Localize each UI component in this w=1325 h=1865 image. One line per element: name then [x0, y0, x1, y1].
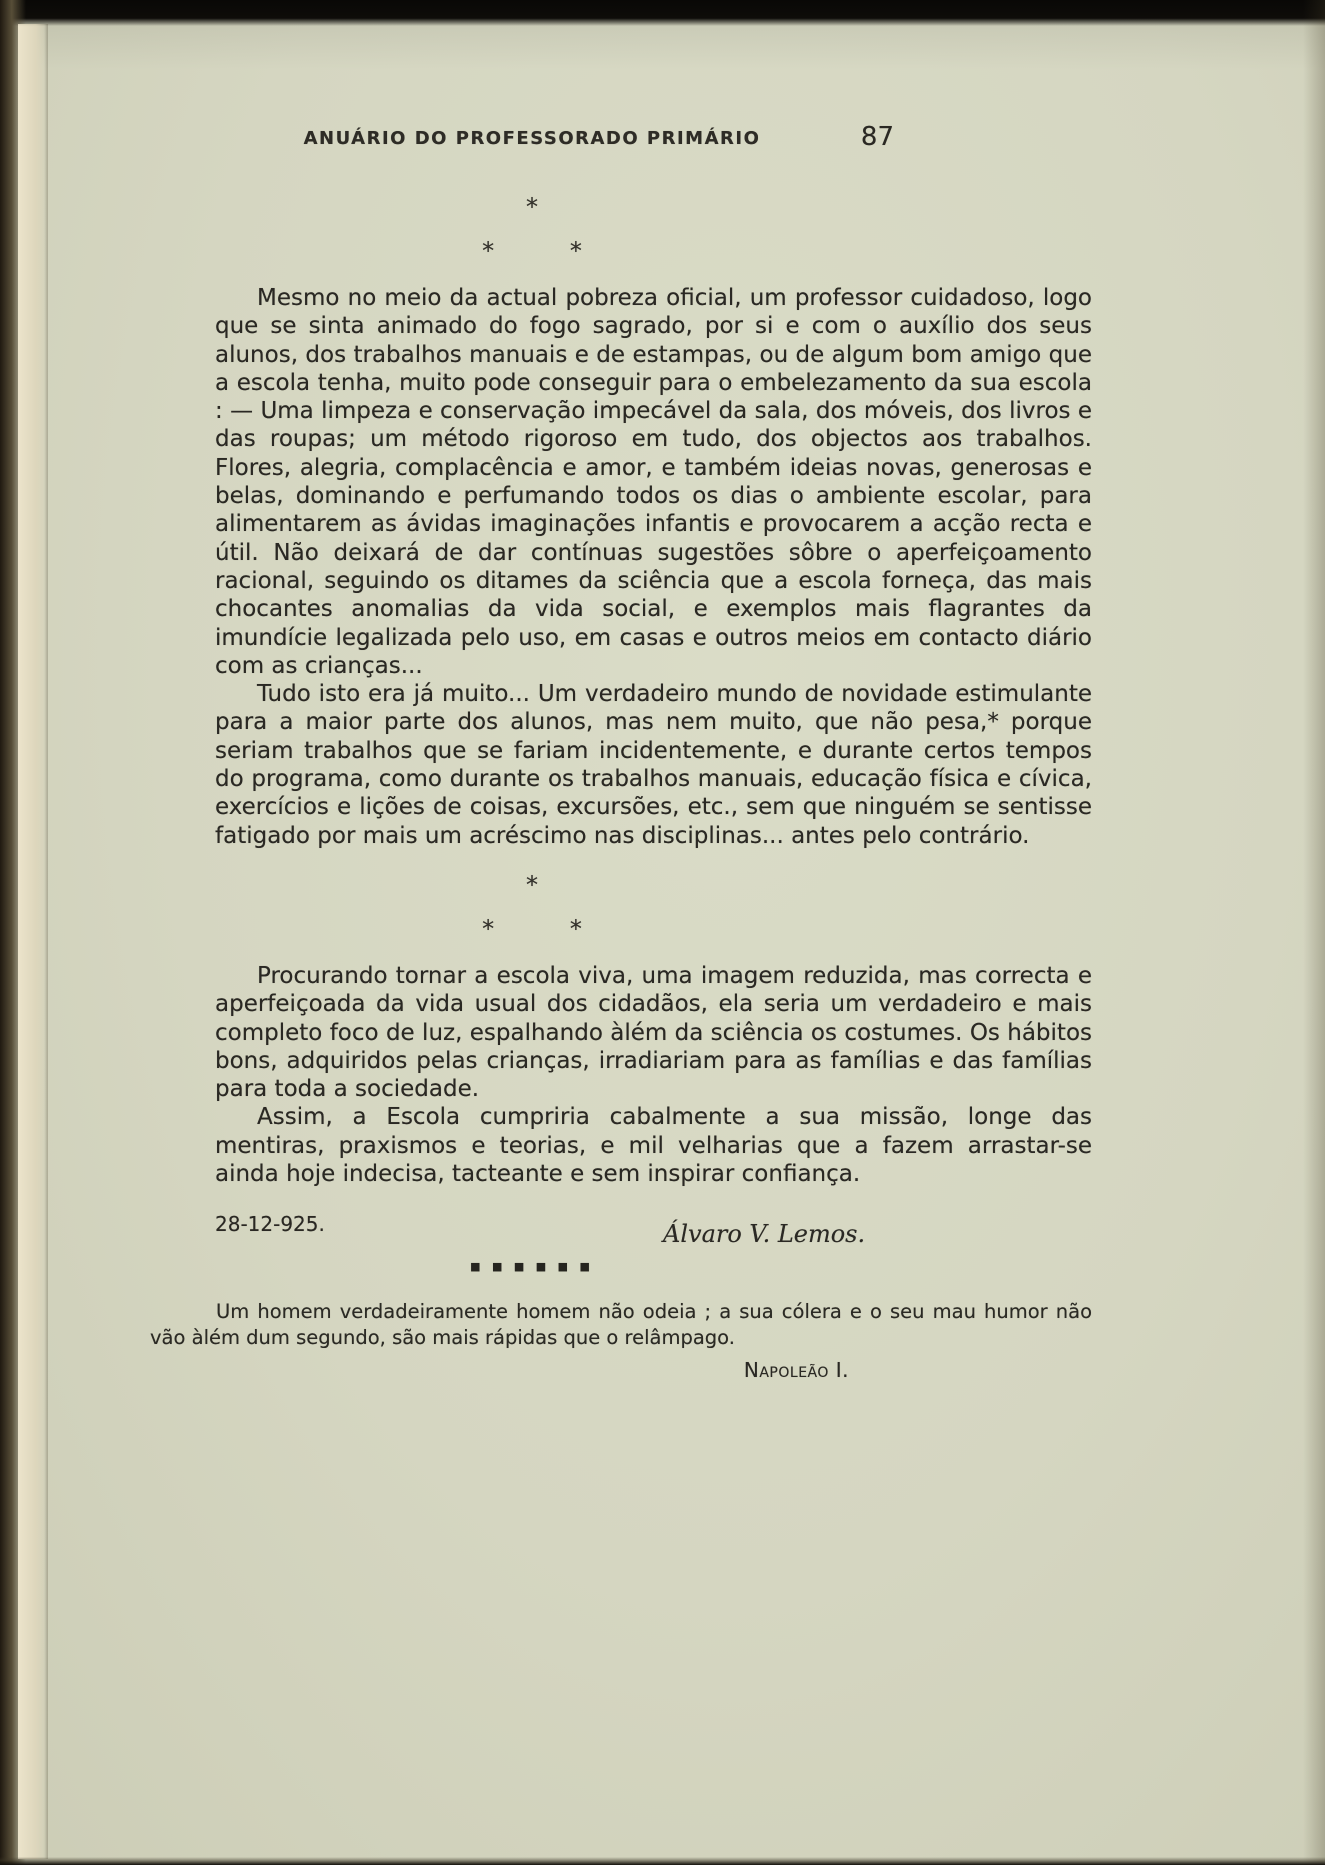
quote-paragraph: Um homem verdadeiramente homem não odeia ; a sua cólera e o seu mau humor não vão àlém dum segundo, são mais rápidas que o relâmpago. — [150, 1300, 1092, 1349]
date-line: 28-12-925. — [215, 1212, 325, 1237]
separator-star: * — [569, 914, 582, 943]
body-paragraph-4: Assim, a Escola cumpriria cabalmente a sua missão, longe das mentiras, praxismos e teorias, e mil velharias que a fazem arrastar-se ainda hoje indecisa, tacteante e sem inspirar confiança. — [215, 1104, 1092, 1188]
page-bottom-edge-shadow — [0, 1857, 1325, 1865]
section-separator-star-pair — [215, 914, 849, 943]
page-top-edge-shadow — [0, 0, 1325, 26]
underlying-page-edge — [18, 24, 48, 1859]
section-separator-star-single: * — [526, 193, 538, 221]
page-right-edge-shade — [1303, 0, 1325, 1865]
body-paragraph-2: Tudo isto era já muito... Um verdadeiro mundo de novidade estimulante para a maior parte dos alunos, mas nem muito, que não pesa,* porque seriam trabalhos que se fariam incidentemente, e durante certos tempos do programa, como durante os trabalhos manuais, educação física e cívica, exercícios e lições de coisas, excursões, etc., sem que ninguém se sentisse fatigado por mais um acréscimo nas disciplinas... antes pelo contrário. — [215, 681, 1092, 849]
page-number: 87 — [860, 122, 894, 152]
separator-star: * — [482, 914, 495, 943]
signature-row — [215, 1212, 1092, 1260]
page-content — [150, 122, 1092, 1383]
section-separator-star-pair — [215, 237, 849, 265]
separator-star: * — [482, 237, 495, 265]
body-paragraph-3: Procurando tornar a escola viva, uma imagem reduzida, mas correcta e aperfeiçoada da vida usual dos cidadãos, ela seria um verdadeiro e mais completo foco de luz, espalhando àlém da sciência os costumes. Os hábitos bons, adquiridos pelas crianças, irradiariam para as famílias e das famílias para toda a sociedade. — [215, 962, 1092, 1103]
author-signature: Álvaro V. Lemos. — [663, 1220, 866, 1249]
header-title: ANUÁRIO DO PROFESSORADO PRIMÁRIO — [303, 128, 761, 149]
running-header — [215, 122, 1092, 156]
separator-star: * — [569, 237, 582, 265]
ornament-divider: ■ ■ ■ ■ ■ ■ — [470, 1260, 594, 1274]
quote-attribution: Napoleão I. — [743, 1358, 849, 1383]
section-separator-star-single: * — [526, 870, 538, 899]
body-paragraph-1: Mesmo no meio da actual pobreza oficial, um professor cuidadoso, logo que se sinta animado do fogo sagrado, por si e com o auxílio dos seus alunos, dos trabalhos manuais e de estampas, ou de algum bom amigo que a escola tenha, muito pode conseguir para o embelezamento da sua escola : — Uma limpeza e conservação impecável da sala, dos móveis, dos livros e das roupas; um método rigoroso em tudo, dos objectos aos trabalhos. Flores, alegria, complacência e amor, e também ideias novas, generosas e belas, dominando e perfumando todos os dias o ambiente escolar, para alimentarem as ávidas imaginações infantis e provocarem a acção recta e útil. Não deixará de dar contínuas sugestões sôbre o aperfeiçoamento racional, seguindo os ditames da sciência que a escola forneça, das mais chocantes anomalias da vida social, e exemplos mais flagrantes da imundície legalizada pelo uso, em casas e outros meios em contacto diário com as crianças... — [215, 285, 1092, 679]
